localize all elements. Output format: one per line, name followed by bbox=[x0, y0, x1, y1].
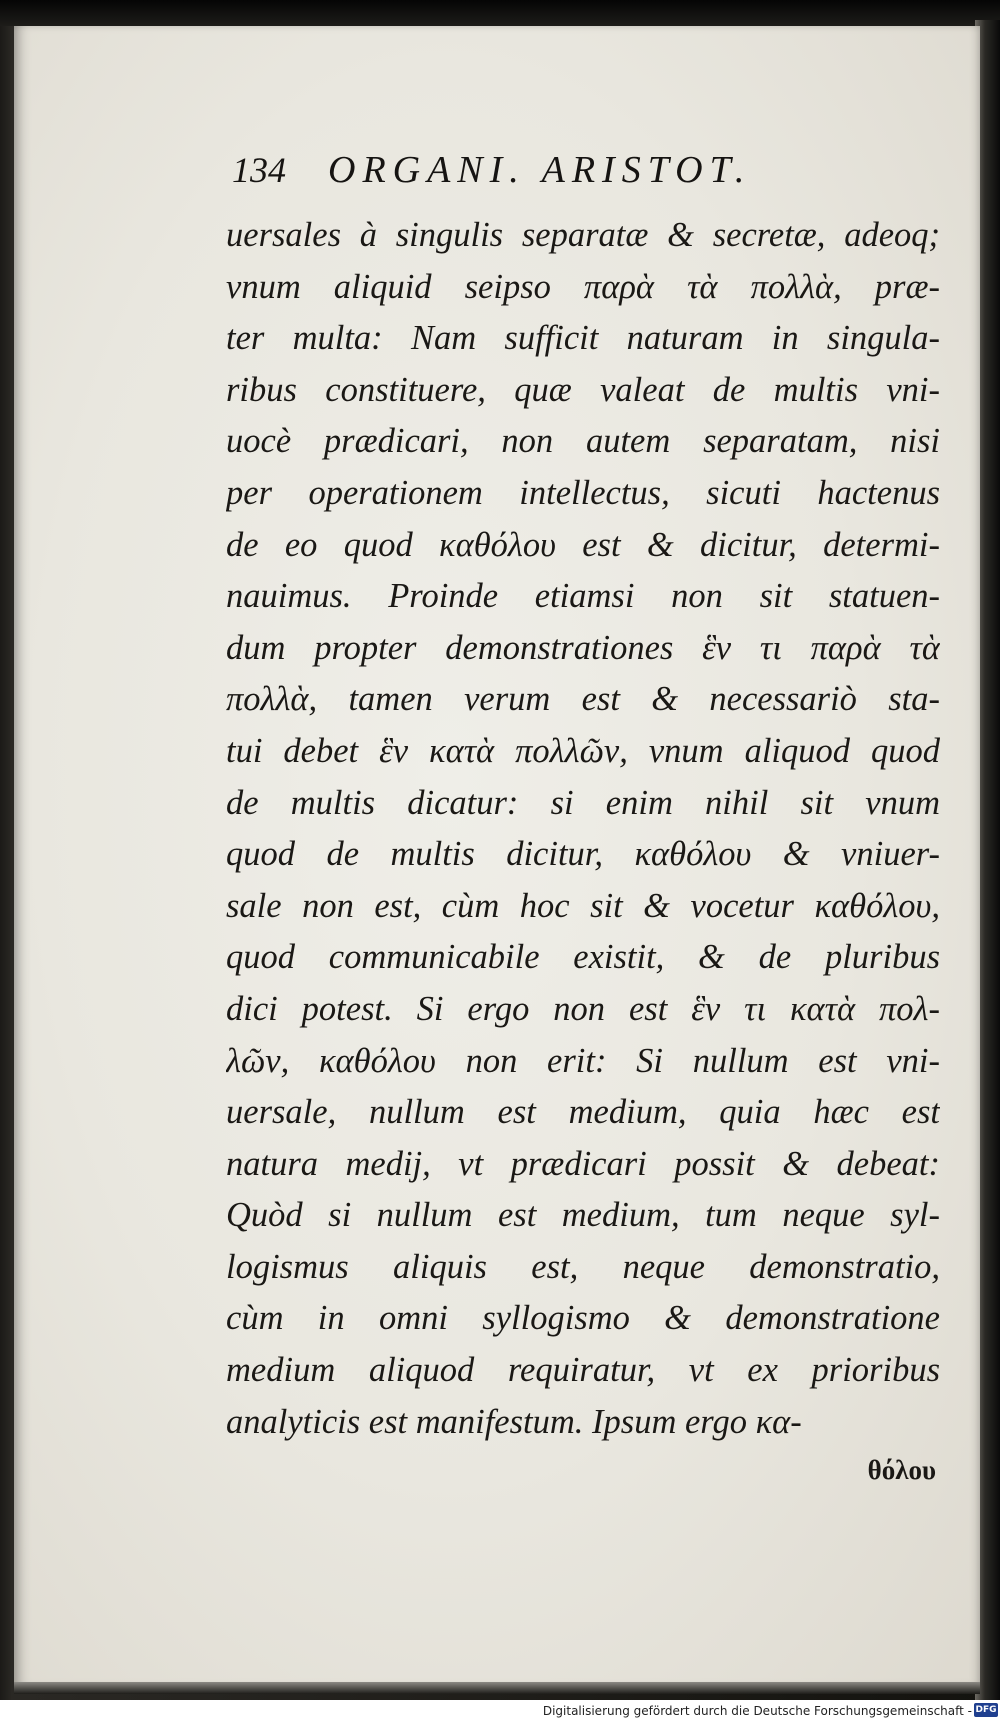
text-line: tui debet ἓν κατὰ πολλῶν, vnum aliquod quod bbox=[226, 731, 940, 770]
text-line: πολλὰ, tamen verum est & necessariò sta- bbox=[226, 680, 940, 719]
catchword: θόλου bbox=[867, 1455, 936, 1485]
text-line: dici potest. Si ergo non est ἓν τι κατὰ πολ- bbox=[226, 989, 940, 1028]
text-line: uersale, nullum est medium, quia hæc est bbox=[226, 1093, 940, 1132]
text-line: sale non est, cùm hoc sit & vocetur καθόλου, bbox=[226, 886, 940, 925]
text-line: quod communicabile existit, & de pluribus bbox=[226, 938, 940, 977]
text-line: vnum aliquid seipso παρὰ τὰ πολλὰ, præ- bbox=[226, 267, 940, 306]
dfg-logo-icon: DFG bbox=[975, 1705, 997, 1715]
text-line: λῶν, καθόλου non erit: Si nullum est vni- bbox=[226, 1041, 940, 1080]
scan-top-edge bbox=[0, 0, 1000, 26]
text-line: logismus aliquis est, neque demonstratio, bbox=[226, 1247, 940, 1286]
digitization-footer bbox=[0, 1700, 1000, 1721]
text-line: cùm in omni syllogismo & demonstratione bbox=[226, 1299, 940, 1338]
text-line: quod de multis dicitur, καθόλου & vniuer- bbox=[226, 835, 940, 874]
text-line: Quòd si nullum est medium, tum neque syl- bbox=[226, 1196, 940, 1235]
text-line: uersales à singulis separatæ & secretæ, adeoq; bbox=[226, 216, 940, 254]
text-line: ribus constituere, quæ valeat de multis vni- bbox=[226, 370, 940, 409]
text-line: medium aliquod requiratur, vt ex prioribus bbox=[226, 1351, 940, 1390]
text-line: per operationem intellectus, sicuti hactenus bbox=[226, 473, 940, 512]
running-head bbox=[232, 148, 872, 204]
text-line: nauimus. Proinde etiamsi non sit statuen- bbox=[226, 577, 940, 616]
body-text bbox=[226, 210, 940, 1448]
page-number: 134 bbox=[232, 150, 286, 190]
text-line: ter multa: Nam sufficit naturam in singula- bbox=[226, 319, 940, 358]
running-title: ORGANI. ARISTOT. bbox=[328, 149, 752, 191]
text-line: natura medij, vt prædicari possit & debeat: bbox=[226, 1144, 940, 1183]
text-line: de multis dicatur: si enim nihil sit vnum bbox=[226, 783, 940, 822]
text-line: de eo quod καθόλου est & dicitur, determi- bbox=[226, 525, 940, 564]
page-bottom-shadow bbox=[14, 1682, 980, 1694]
text-line: dum propter demonstrationes ἓν τι παρὰ τὰ bbox=[226, 628, 940, 667]
text-line: analyticis est manifestum. Ipsum ergo κα- bbox=[226, 1402, 802, 1441]
text-line: uocè prædicari, non autem separatam, nisi bbox=[226, 422, 940, 461]
footer-credit: Digitalisierung gefördert durch die Deutsche Forschungsgemeinschaft - bbox=[542, 1704, 972, 1718]
